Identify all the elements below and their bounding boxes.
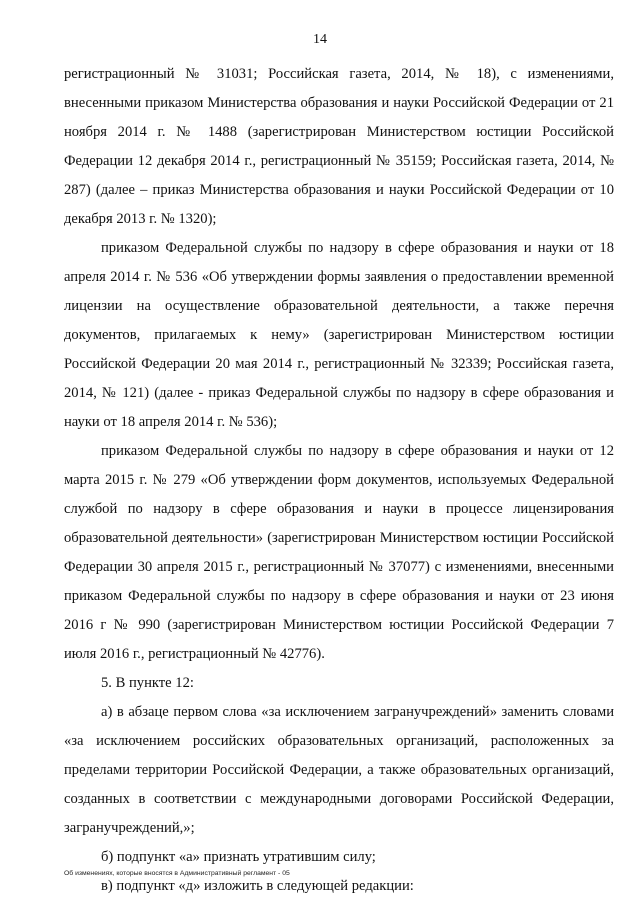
- paragraph-subitem-b: б) подпункт «а» признать утратившим силу;: [101, 849, 376, 865]
- paragraph-continuation: регистрационный № 31031; Российская газета, 2014, № 18), с изменениями, внесенными приказом Министерства образования и науки Российской Федерации от 21 ноября 2014 г. № 1488 (зарегистрирован Министерством юстиции Российской Федерации 12 декабря 2014 г., регистрационный № 35159; Российская газета, 2014, № 287) (далее – приказ Министерства образования и науки Российской Федерации от 10 декабря 2013 г. № 1320);: [64, 66, 614, 227]
- page-number: 14: [313, 32, 327, 47]
- paragraph-subitem-v: в) подпункт «д» изложить в следующей редакции:: [101, 878, 414, 894]
- document-body: [64, 60, 614, 901]
- paragraph-item-5: 5. В пункте 12:: [101, 675, 194, 691]
- paragraph-order-536: приказом Федеральной службы по надзору в сфере образования и науки от 18 апреля 2014 г. № 536 «Об утверждении формы заявления о предоставлении временной лицензии на осуществление образовательной деятельности, а также перечня документов, прилагаемых к нему» (зарегистрирован Министерством юстиции Российской Федерации 20 мая 2014 г., регистрационный № 32339; Российская газета, 2014, № 121) (далее - приказ Федеральной службы по надзору в сфере образования и науки от 18 апреля 2014 г. № 536);: [64, 240, 614, 430]
- paragraph-subitem-a: а) в абзаце первом слова «за исключением загранучреждений» заменить словами «за исключением российских образовательных организаций, расположенных за пределами территории Российской Федерации, а также образовательных организаций, созданных в соответствии с международными договорами Российской Федерации, загранучреждений,»;: [64, 704, 614, 836]
- page-footer: Об изменениях, которые вносятся в Административный регламент - 05: [64, 870, 290, 877]
- paragraph-order-279: приказом Федеральной службы по надзору в сфере образования и науки от 12 марта 2015 г. № 279 «Об утверждении форм документов, используемых Федеральной службой по надзору в сфере образования и науки в процессе лицензирования образовательной деятельности» (зарегистрирован Министерством юстиции Российской Федерации 30 апреля 2015 г., регистрационный № 37077) с изменениями, внесенными приказом Федеральной службы по надзору в сфере образования и науки от 23 июня 2016 г № 990 (зарегистрирован Министерством юстиции Российской Федерации 7 июля 2016 г., регистрационный № 42776).: [64, 443, 614, 662]
